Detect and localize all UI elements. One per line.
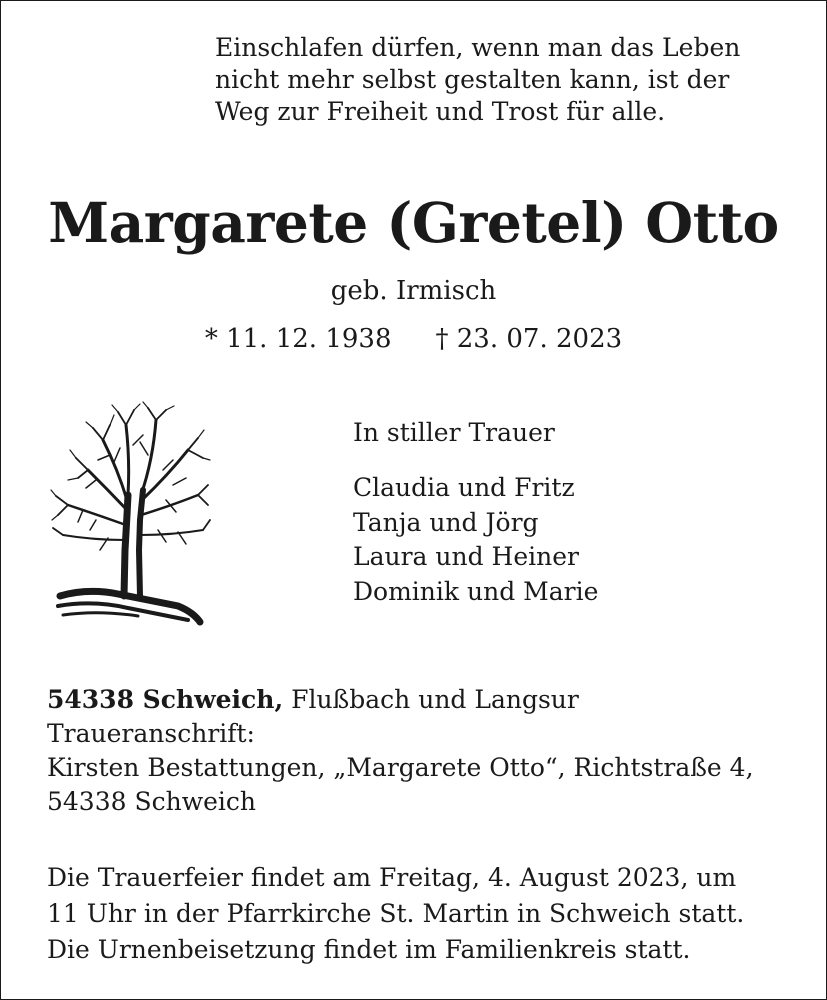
family-member: Laura und Heiner — [353, 542, 580, 571]
quote-line: Weg zur Freiheit und Trost für alle. — [215, 97, 666, 126]
quote-line: nicht mehr selbst gestalten kann, ist der — [215, 65, 730, 94]
ceremony-line: Die Trauerfeier findet am Freitag, 4. August 2023, um — [47, 863, 737, 892]
address-label: Traueranschrift: — [47, 719, 255, 748]
family-member: Dominik und Marie — [353, 576, 599, 606]
birth-name: geb. Irmisch — [330, 276, 497, 306]
address-line-1: Kirsten Bestattungen, „Margarete Otto“, Richtstraße 4, — [47, 753, 754, 782]
quote-line: Einschlafen dürfen, wenn man das Leben — [215, 33, 741, 62]
family-member: Tanja und Jörg — [353, 507, 539, 537]
address-block — [47, 683, 754, 819]
mourning-heading: In stiller Trauer — [353, 418, 555, 447]
place-bold: 54338 Schweich, — [47, 685, 284, 714]
ceremony-block — [47, 860, 744, 968]
family-list — [353, 471, 598, 609]
ceremony-line: 11 Uhr in der Pfarrkirche St. Martin in Schweich statt. — [47, 899, 745, 928]
tree-icon — [48, 400, 213, 630]
death-date: † 23. 07. 2023 — [435, 324, 623, 354]
ceremony-line: Die Urnenbeisetzung findet im Familienkreis statt. — [47, 935, 691, 964]
address-line-2: 54338 Schweich — [47, 787, 256, 816]
family-member: Claudia und Fritz — [353, 473, 575, 502]
deceased-name: Margarete (Gretel) Otto — [48, 190, 779, 255]
life-dates — [0, 321, 827, 357]
place-rest: Flußbach und Langsur — [283, 685, 579, 714]
quote — [215, 32, 815, 128]
birth-date: * 11. 12. 1938 — [204, 324, 392, 354]
place-line — [47, 683, 754, 717]
